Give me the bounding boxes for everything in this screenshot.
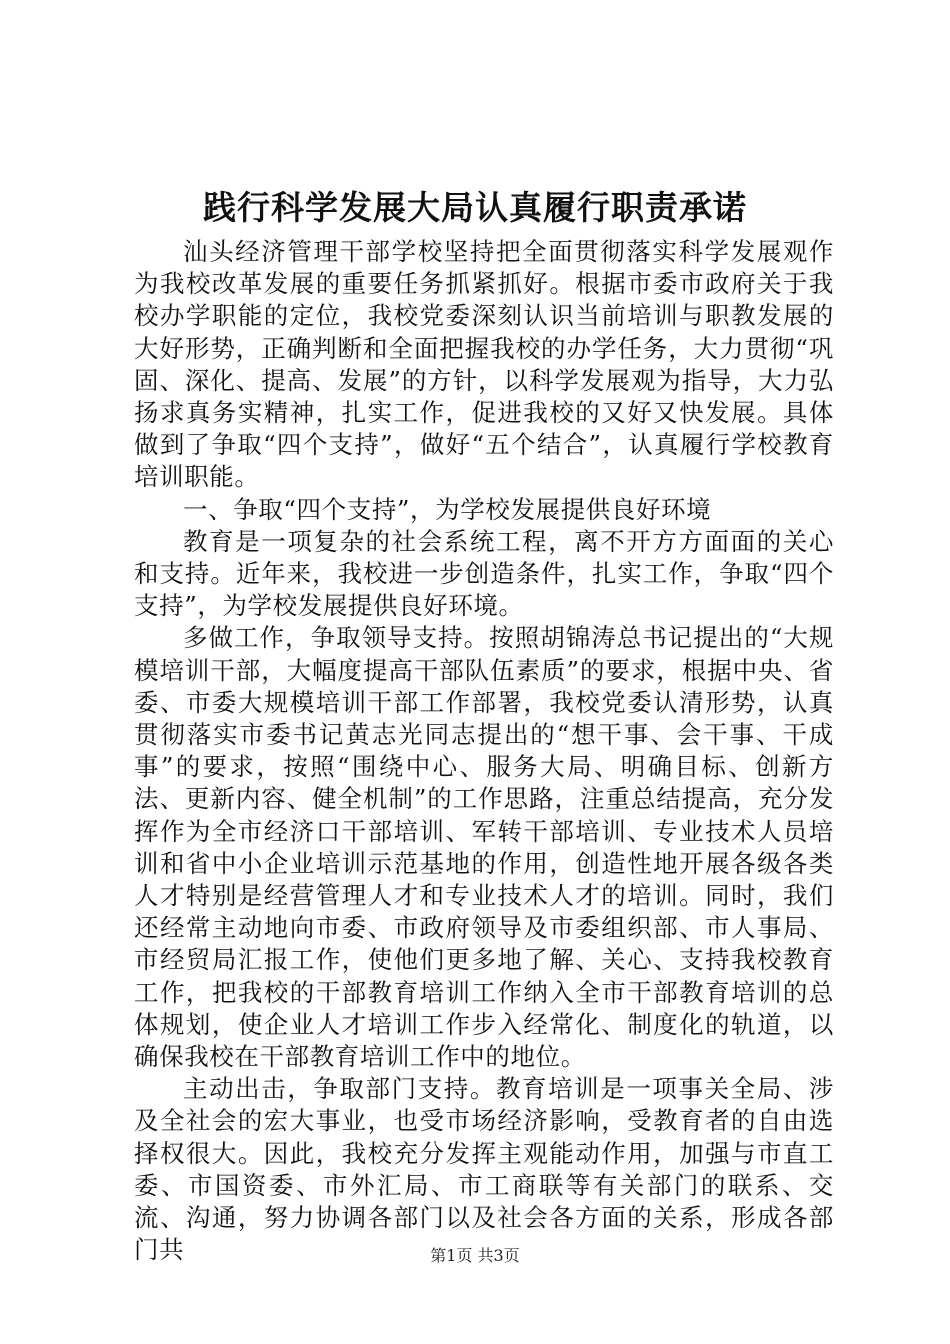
page-footer: 第1页 共3页 — [430, 1246, 520, 1265]
section-heading-1: 一、争取“四个支持”，为学校发展提供良好环境 — [183, 494, 712, 524]
paragraph-department-support: 主动出击，争取部门支持。教育培训是一项事关全局、涉及全社会的宏大事业，也受市场经济影响，受教育者的自由选择权很大。因此，我校充分发挥主观能动作用，加强与市直工委、市国资委、市外汇局、市工商联等有关部门的联系、交流、沟通，努力协调各部门以及社会各方面的关系，形成各部门共 — [134, 1074, 834, 1265]
document-title: 践行科学发展大局认真履行职责承诺 — [203, 188, 747, 227]
document-body — [134, 236, 834, 1267]
paragraph-intro: 汕头经济管理干部学校坚持把全面贯彻落实科学发展观作为我校改革发展的重要任务抓紧抓好。根据市委市政府关于我校办学职能的定位，我校党委深刻认识当前培训与职教发展的大好形势，正确判断和全面把握我校的办学任务，大力贯彻“巩固、深化、提高、发展”的方针，以科学发展观为指导，大力弘扬求真务实精神，扎实工作，促进我校的又好又快发展。具体做到了争取“四个支持”，做好“五个结合”，认真履行学校教育培训职能。 — [134, 237, 834, 492]
paragraph-education: 教育是一项复杂的社会系统工程，离不开方方面面的关心和支持。近年来，我校进一步创造条件，扎实工作，争取“四个支持”，为学校发展提供良好环境。 — [134, 526, 834, 621]
paragraph-leadership-support: 多做工作，争取领导支持。按照胡锦涛总书记提出的“大规模培训干部，大幅度提高干部队伍素质”的要求，根据中央、省委、市委大规模培训干部工作部署，我校党委认清形势，认真贯彻落实市委书记黄志光同志提出的“想干事、会干事、干成事”的要求，按照“围绕中心、服务大局、明确目标、创新方法、更新内容、健全机制”的工作思路，注重总结提高，充分发挥作为全市经济口干部培训、军转干部培训、专业技术人员培训和省中小企业培训示范基地的作用，创造性地开展各级各类人才特别是经营管理人才和专业技术人才的培训。同时，我们还经常主动地向市委、市政府领导及市委组织部、市人事局、市经贸局汇报工作，使他们更多地了解、关心、支持我校教育工作，把我校的干部教育培训工作纳入全市干部教育培训的总体规划，使企业人才培训工作步入经常化、制度化的轨道，以确保我校在干部教育培训工作中的地位。 — [134, 623, 834, 1072]
